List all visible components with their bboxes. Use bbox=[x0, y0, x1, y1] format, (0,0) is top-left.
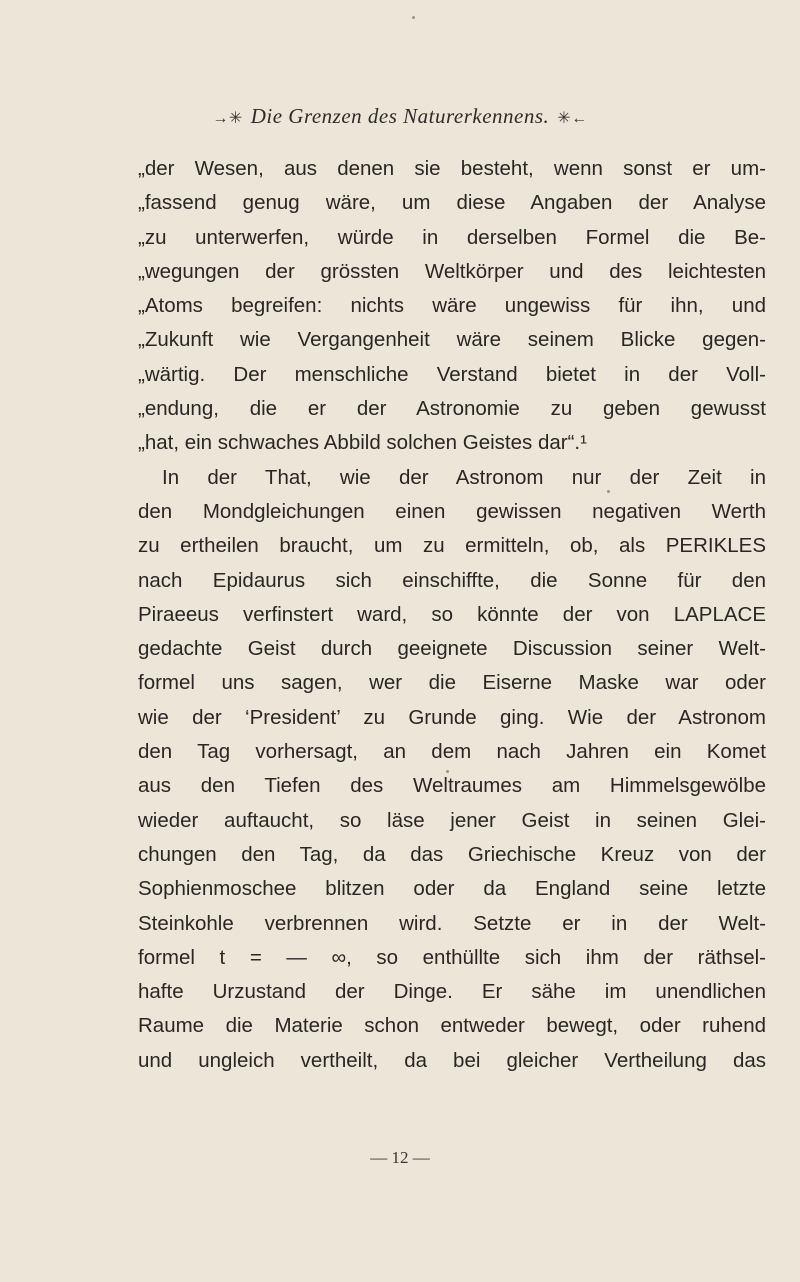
text-line: chungen den Tag, da das Griechische Kreuz von der bbox=[138, 842, 766, 866]
text-line: aus den Tiefen des Weltraumes am Himmelsgewölbe bbox=[138, 774, 766, 798]
text-line: wie der ‘President’ zu Grunde ging. Wie der Astronom bbox=[138, 705, 766, 729]
text-line: „fassend genug wäre, um diese Angaben der Analyse bbox=[138, 191, 766, 215]
text-line: Raume die Materie schon entweder bewegt, oder ruhend bbox=[138, 1014, 766, 1038]
text-line: und ungleich vertheilt, da bei gleicher Vertheilung das bbox=[138, 1048, 766, 1072]
text-line: „hat, ein schwaches Abbild solchen Geistes dar“.¹ bbox=[138, 431, 587, 455]
text-line: „wegungen der grössten Weltkörper und des leichtesten bbox=[138, 259, 766, 283]
text-line: gedachte Geist durch geeignete Discussion seiner Welt- bbox=[138, 637, 766, 661]
text-line: formel t = — ∞, so enthüllte sich ihm der räthsel- bbox=[138, 945, 766, 969]
text-line: hafte Urzustand der Dinge. Er sähe im unendlichen bbox=[138, 980, 766, 1004]
text-line: In der That, wie der Astronom nur der Zeit in bbox=[162, 465, 766, 489]
text-line: den Mondgleichungen einen gewissen negativen Werth bbox=[138, 499, 766, 523]
text-line: zu ertheilen braucht, um zu ermitteln, ob, als PERIKLES bbox=[138, 534, 766, 558]
text-line: „Zukunft wie Vergangenheit wäre seinem Blicke gegen- bbox=[138, 328, 766, 352]
body-text bbox=[138, 152, 766, 1078]
running-header bbox=[0, 104, 800, 129]
text-line: „zu unterwerfen, würde in derselben Formel die Be- bbox=[138, 225, 766, 249]
page-number: — 12 — bbox=[370, 1148, 430, 1167]
text-line: nach Epidaurus sich einschiffte, die Sonne für den bbox=[138, 568, 766, 592]
paper-speck bbox=[412, 16, 415, 19]
text-line: formel uns sagen, wer die Eiserne Maske war oder bbox=[138, 671, 766, 695]
text-line: „der Wesen, aus denen sie besteht, wenn sonst er um- bbox=[138, 157, 766, 180]
text-line: Sophienmoschee blitzen oder da England seine letzte bbox=[138, 877, 766, 901]
text-line: wieder auftaucht, so läse jener Geist in seinen Glei- bbox=[138, 808, 766, 832]
ornament-right-icon: ✳← bbox=[557, 110, 588, 127]
text-line: Piraeeus verfinstert ward, so könnte der von LAPLACE bbox=[138, 602, 766, 626]
text-line: „wärtig. Der menschliche Verstand bietet in der Voll- bbox=[138, 362, 766, 386]
ornament-left-icon: →✳ bbox=[212, 110, 243, 127]
text-line: den Tag vorhersagt, an dem nach Jahren ein Komet bbox=[138, 740, 766, 764]
running-title: Die Grenzen des Naturerkennens. bbox=[250, 104, 550, 128]
text-line: „Atoms begreifen: nichts wäre ungewiss für ihn, und bbox=[138, 294, 766, 318]
text-line: Steinkohle verbrennen wird. Setzte er in der Welt- bbox=[138, 911, 766, 935]
paper-speck bbox=[446, 770, 449, 773]
paper-speck bbox=[607, 490, 610, 493]
text-line: „endung, die er der Astronomie zu geben gewusst bbox=[138, 397, 766, 421]
